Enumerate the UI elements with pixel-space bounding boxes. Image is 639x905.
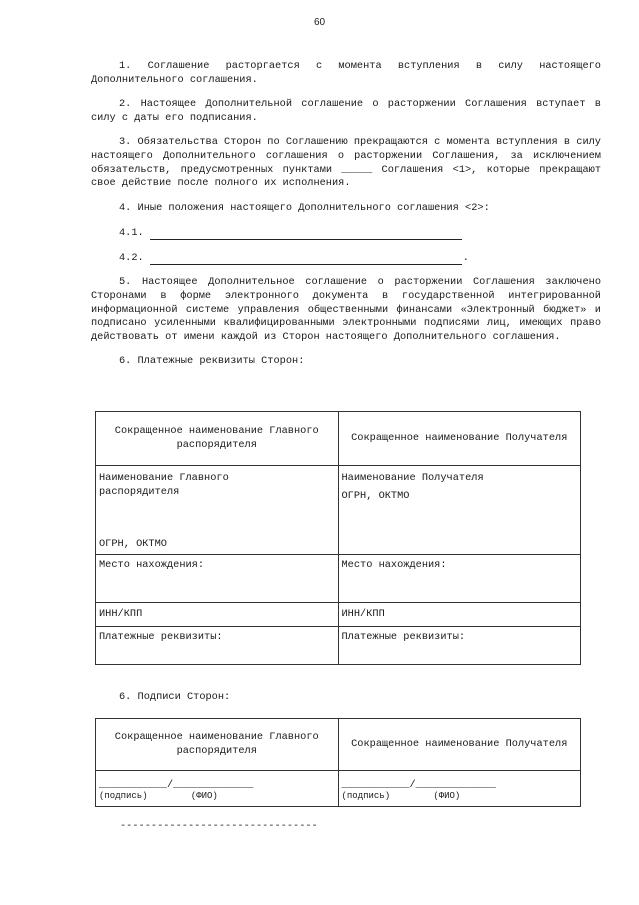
requisites-name-left-cell [96,466,339,555]
signature-left-caption: (подпись) (ФИО) [99,791,218,802]
signatures-header-row [96,719,581,771]
clause-3: 3. Обязательства Сторон по Соглашению прекращаются с момента вступления в силу настоящего Дополнительного соглашения о расторжении Соглашения, за исключением обязательств, предусмотренных пунктами _____ Соглашения <1>, которые прекращают свое действие после полного их исполнения. [91,136,601,190]
page-number: 60 [313,17,326,28]
requisites-header-right: Сокращенное наименование Получателя [338,412,581,466]
clause-1: 1. Соглашение расторгается с момента вступления в силу настоящего Дополнительного соглашения. [91,60,601,86]
signatures-header-right: Сокращенное наименование Получателя [338,719,581,771]
clause-4-2-period: . [462,251,469,264]
signatures-row [96,771,581,807]
requisites-location-right: Место нахождения: [338,555,581,603]
requisites-ogrn-left: ОГРН, ОКТМО [99,538,167,551]
signature-right-caption: (подпись) (ФИО) [341,791,461,802]
requisites-payment-left: Платежные реквизиты: [96,627,339,665]
clause-4-1-number: 4.1. [119,226,144,239]
signatures-header-left: Сокращенное наименование Главного распорядителя [96,719,339,771]
clause-4-2-number: 4.2. [119,251,144,264]
requisites-name-row [96,466,581,555]
requisites-payment-row [96,627,581,665]
document-body [91,60,601,380]
signatures-table [95,718,581,807]
requisites-name-right: Наименование Получателя [341,472,484,484]
signature-right-line: ___________/_____________ [341,778,496,791]
requisites-location-row [96,555,581,603]
requisites-inn-row [96,603,581,627]
footnote-separator: -------------------------------- [120,820,318,832]
requisites-ogrn-right: ОГРН, ОКТМО [341,489,410,502]
requisites-location-left: Место нахождения: [96,555,339,603]
clause-4-1-blank [150,227,462,240]
clause-4-2 [91,251,601,265]
requisites-header-row [96,412,581,466]
clause-4-2-blank [150,252,462,265]
requisites-inn-right: ИНН/КПП [338,603,581,627]
clause-5: 5. Настоящее Дополнительное соглашение о расторжении Соглашения заключено Сторонами в форме электронного документа в государственной интегрированной информационной системе управления общественными финансами «Электронный бюджет» и подписано усиленными квалифицированными электронными подписями лиц, имеющих право действовать от имени каждой из Сторон настоящего Дополнительного соглашения. [91,276,601,343]
clause-4-1 [91,226,601,240]
requisites-table [95,411,581,665]
requisites-inn-left: ИНН/КПП [96,603,339,627]
signature-left-line: ___________/_____________ [99,778,254,791]
requisites-payment-right: Платежные реквизиты: [338,627,581,665]
clause-6-heading: 6. Платежные реквизиты Сторон: [119,355,305,368]
clause-2: 2. Настоящее Дополнительной соглашение о расторжении Соглашения вступает в силу с даты его подписания. [91,98,601,124]
signature-left-cell [96,771,339,807]
clause-6b-heading: 6. Подписи Сторон: [119,691,231,703]
requisites-name-right-cell [338,466,581,555]
signature-right-cell [338,771,581,807]
requisites-name-left: Наименование Главного распорядителя [99,472,229,498]
clause-4: 4. Иные положения настоящего Дополнительного соглашения <2>: [119,201,490,214]
requisites-header-left: Сокращенное наименование Главного распорядителя [96,412,339,466]
